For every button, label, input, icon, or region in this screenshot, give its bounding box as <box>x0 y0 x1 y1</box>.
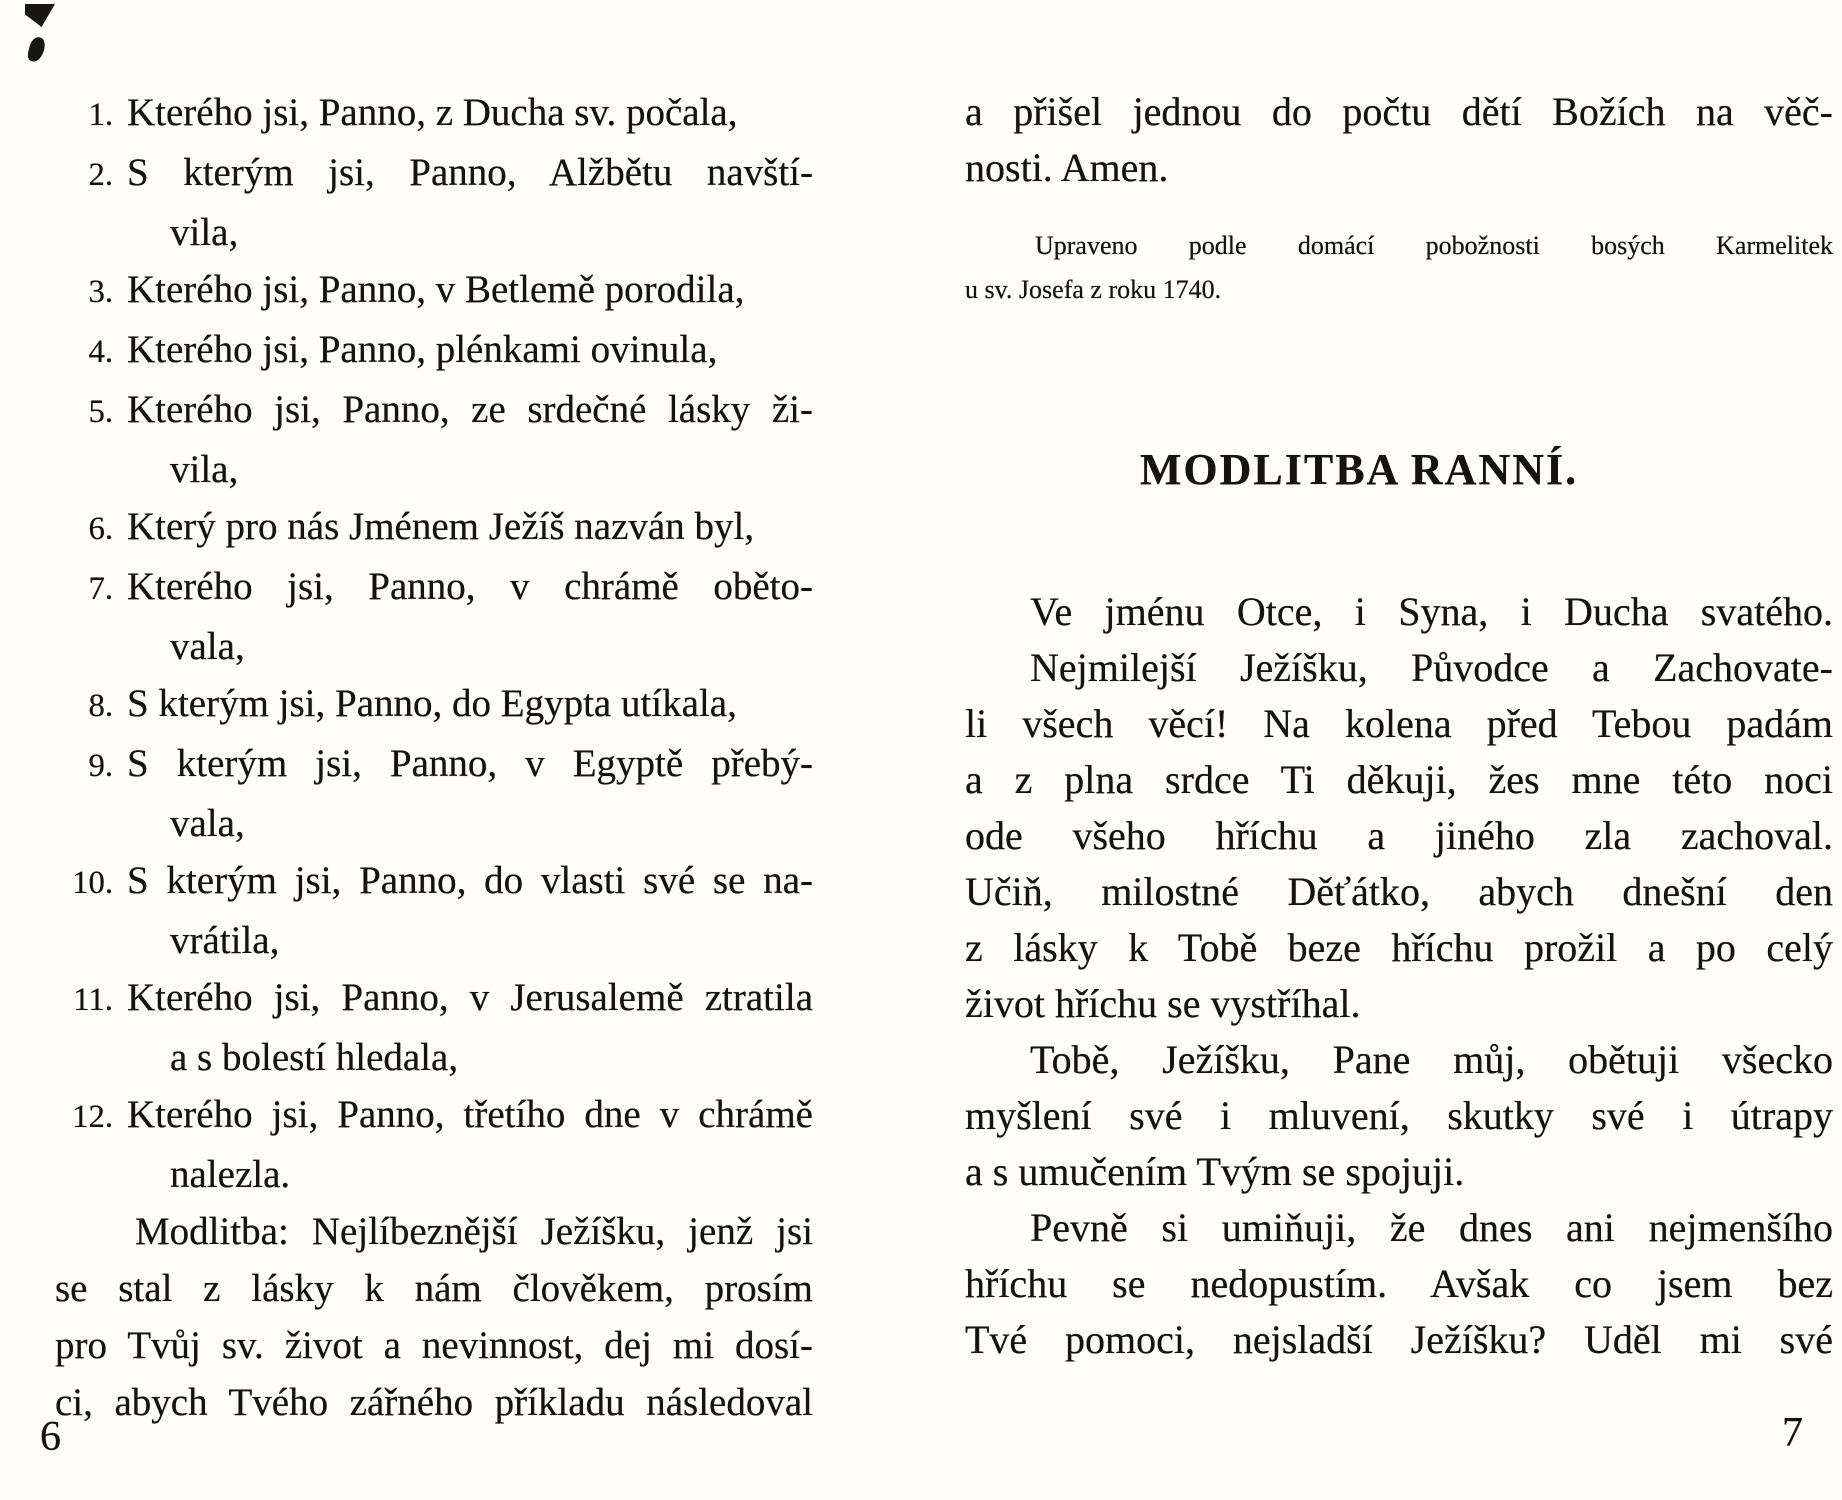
line-text: a s umučením Tvým se spojuji. <box>965 1149 1465 1194</box>
text-line <box>55 204 813 261</box>
text-line <box>55 441 813 498</box>
line-text: Kterého jsi, Panno, plénkami ovinula, <box>127 328 718 371</box>
right-page-column <box>965 84 1833 1368</box>
line-text: Nejmilejší Ježíšku, Původce a Zachovate- <box>1030 645 1833 690</box>
ink-blot-artifact <box>27 36 47 64</box>
text-line <box>965 1200 1833 1256</box>
list-number: 5. <box>88 394 113 430</box>
text-line <box>965 84 1833 140</box>
text-line <box>965 1088 1833 1144</box>
line-text: vrátila, <box>170 919 280 962</box>
line-text: Který pro nás Jménem Ježíš nazván byl, <box>127 505 755 548</box>
text-line <box>55 321 813 381</box>
list-number: 4. <box>88 334 113 370</box>
line-text: S kterým jsi, Panno, v Egyptě přebý- <box>127 742 813 785</box>
line-text: S kterým jsi, Panno, do Egypta utíkala, <box>127 682 737 725</box>
carryover-paragraph <box>965 84 1833 196</box>
line-text: Kterého jsi, Panno, z Ducha sv. počala, <box>127 91 738 134</box>
list-number: 7. <box>88 571 113 607</box>
text-line <box>55 675 813 735</box>
text-line <box>965 1032 1833 1088</box>
text-line <box>55 144 813 204</box>
text-line <box>55 1260 813 1317</box>
line-text: S kterým jsi, Panno, do vlasti své se na- <box>127 859 813 902</box>
text-line <box>55 795 813 852</box>
line-text: ci, abych Tvého zářného příkladu následoval <box>55 1381 813 1424</box>
text-line <box>965 808 1833 864</box>
text-line <box>55 618 813 675</box>
text-line <box>965 268 1833 312</box>
line-text: vala, <box>170 625 245 668</box>
text-line <box>965 696 1833 752</box>
ink-blot-artifact <box>25 4 55 27</box>
text-line <box>55 261 813 321</box>
line-text: vila, <box>170 211 239 254</box>
list-number: 11. <box>73 982 113 1018</box>
line-text: Tvé pomoci, nejsladší Ježíšku? Uděl mi své <box>965 1317 1833 1362</box>
text-line <box>55 852 813 912</box>
list-number: 3. <box>88 274 113 310</box>
line-text: Učiň, milostné Děťátko, abych dnešní den <box>965 869 1833 914</box>
line-text: nosti. Amen. <box>965 145 1169 190</box>
line-text: Modlitba: Nejlíbeznější Ježíšku, jenž jsi <box>135 1210 813 1253</box>
line-text: vila, <box>170 448 239 491</box>
page-number-right: 7 <box>1782 1410 1803 1456</box>
source-note <box>965 224 1833 312</box>
left-page-litany-list <box>55 84 813 1431</box>
text-line <box>965 584 1833 640</box>
line-text: a z plna srdce Ti děkuji, žes mne této noci <box>965 757 1833 802</box>
text-line <box>55 1317 813 1374</box>
text-line <box>965 1312 1833 1368</box>
line-text: a s bolestí hledala, <box>170 1036 459 1079</box>
text-line <box>55 381 813 441</box>
morning-prayer-body <box>965 584 1833 1368</box>
line-text: Tobě, Ježíšku, Pane můj, obětuji všecko <box>1030 1037 1833 1082</box>
line-text: hříchu se nedopustím. Avšak co jsem bez <box>965 1261 1833 1306</box>
text-line <box>55 969 813 1029</box>
text-line <box>55 558 813 618</box>
line-text: se stal z lásky k nám člověkem, prosím <box>55 1267 813 1310</box>
line-text: nalezla. <box>170 1153 291 1196</box>
line-text: myšlení své i mluvení, skutky své i útrapy <box>965 1093 1833 1138</box>
line-text: Kterého jsi, Panno, v Betlemě porodila, <box>127 268 745 311</box>
text-line <box>965 640 1833 696</box>
line-text: a přišel jednou do počtu dětí Božích na věč- <box>965 89 1833 134</box>
text-line <box>55 1029 813 1086</box>
line-text: Upraveno podle domácí pobožnosti bosých Karmelitek <box>1035 231 1833 260</box>
text-line <box>965 140 1833 196</box>
text-line <box>965 224 1833 268</box>
line-text: Ve jménu Otce, i Syna, i Ducha svatého. <box>1030 589 1833 634</box>
line-text: z lásky k Tobě beze hříchu prožil a po celý <box>965 925 1833 970</box>
line-text: u sv. Josefa z roku 1740. <box>965 275 1222 304</box>
text-line <box>55 735 813 795</box>
text-line <box>55 498 813 558</box>
list-number: 12. <box>72 1099 113 1135</box>
page-number-left: 6 <box>40 1414 61 1460</box>
text-line <box>55 912 813 969</box>
list-number: 6. <box>88 511 113 547</box>
list-number: 2. <box>88 157 113 193</box>
line-text: Kterého jsi, Panno, třetího dne v chrámě <box>127 1093 813 1136</box>
text-line <box>55 1374 813 1431</box>
line-text: pro Tvůj sv. život a nevinnost, dej mi dosí- <box>55 1324 813 1367</box>
list-number: 1. <box>88 97 113 133</box>
list-number: 8. <box>88 688 113 724</box>
text-line <box>965 752 1833 808</box>
section-heading: MODLITBA RANNÍ. <box>1139 445 1579 494</box>
text-line <box>965 976 1833 1032</box>
text-line <box>965 864 1833 920</box>
line-text: S kterým jsi, Panno, Alžbětu navští- <box>127 151 813 194</box>
text-line <box>55 1203 813 1260</box>
line-text: Kterého jsi, Panno, v chrámě oběto- <box>127 565 813 608</box>
list-number: 9. <box>88 748 113 784</box>
line-text: ode všeho hříchu a jiného zla zachoval. <box>965 813 1833 858</box>
text-line <box>965 1144 1833 1200</box>
text-line <box>55 1086 813 1146</box>
line-text: Kterého jsi, Panno, ze srdečné lásky ži- <box>127 388 813 431</box>
text-line <box>55 1146 813 1203</box>
line-text: vala, <box>170 802 245 845</box>
line-text: li všech věcí! Na kolena před Tebou padám <box>965 701 1833 746</box>
text-line <box>55 84 813 144</box>
line-text: Pevně si umiňuji, že dnes ani nejmenšího <box>1030 1205 1833 1250</box>
list-number: 10. <box>72 865 113 901</box>
line-text: Kterého jsi, Panno, v Jerusalemě ztratila <box>127 976 813 1019</box>
text-line <box>965 1256 1833 1312</box>
text-line <box>965 920 1833 976</box>
line-text: život hříchu se vystříhal. <box>965 981 1361 1026</box>
